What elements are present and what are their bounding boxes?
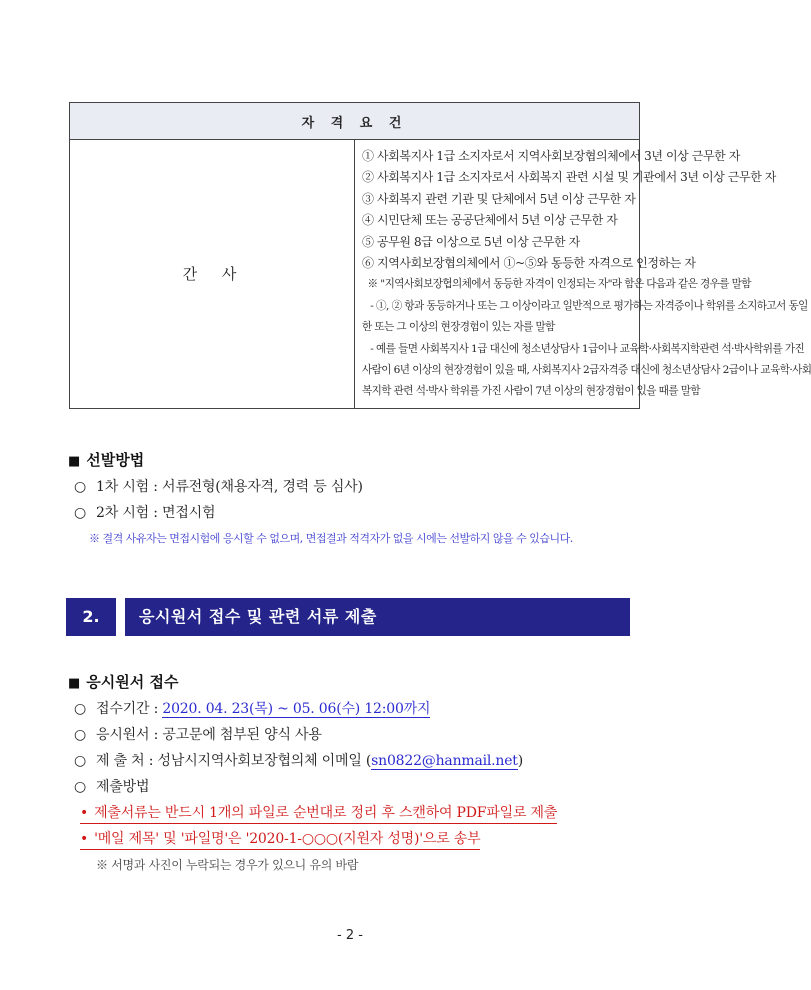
requirements-cell [355,140,811,409]
item-label: 응시원서 [96,727,150,743]
requirement-line: ① 사회복지사 1급 소지자로서 지역사회보장협의체에서 3년 이상 근무한 자 [362,149,740,163]
circle-bullet-icon: ○ [74,479,87,495]
place-value: 성남시지역사회보장협의체 이메일 ( [157,753,372,769]
qualification-table [69,102,811,409]
place-close: ) [517,753,524,769]
selection-note: ※ 결격 사유자는 면접시험에 응시할 수 없으며, 면접결과 적격자가 없을 시에는 선발하지 않을 수 있습니다. [89,532,573,545]
period-value: 2020. 04. 23(목) ~ 05. 06(수) 12:00까지 [162,701,431,717]
item-value: 면접시험 [162,505,216,521]
selection-item-2: ○ 2차 시험 : 면접시험 [74,502,215,522]
method-line-1 [80,802,557,824]
application-heading [68,671,178,692]
application-heading-text: 응시원서 접수 [86,673,179,691]
item-label: 접수기간 [96,701,150,717]
requirement-line: ⑥ 지역사회보장협의체에서 ①~⑤와 동등한 자격으로 인정하는 자 [362,256,696,271]
circle-bullet-icon: ○ [74,779,87,795]
requirement-line: ② 사회복지사 1급 소지자로서 사회복지 관련 시설 및 기관에서 3년 이상 근무한 자 [362,170,776,185]
requirement-note: 복지학 관련 석·박사 학위를 가진 사람이 7년 이상의 현장경험이 있을 때를 말함 [362,385,700,398]
selection-item-1: ○ 1차 시험 : 서류전형(채용자격, 경력 등 심사) [74,476,363,496]
category-cell: 간 사 [70,140,355,409]
method-text: '메일 제목' 및 '파일명'은 '2020-1-○○○(지원자 성명)'으로 송부 [94,831,481,847]
application-method [74,776,149,796]
item-label: 제 출 처 [96,753,145,769]
item-label: 2차 시험 [96,505,149,521]
application-note: ※ 서명과 사진이 누락되는 경우가 있으니 유의 바람 [96,858,359,872]
circle-bullet-icon: ○ [74,701,87,717]
section-title: 응시원서 접수 및 관련 서류 제출 [125,598,630,636]
bullet-icon: • [80,805,89,821]
requirement-note: 사람이 6년 이상의 현장경험이 있을 때, 사회복지사 2급자격증 대신에 청소년상담사 2급이나 교육학·사회 [362,364,811,377]
item-value: 서류전형(채용자격, 경력 등 심사) [162,479,363,495]
method-line-2 [80,828,480,850]
bullet-icon: • [80,831,89,847]
selection-heading-text: 선발방법 [86,451,145,469]
method-text: 제출서류는 반드시 1개의 파일로 순번대로 정리 후 스캔하여 PDF파일로 제출 [94,805,558,821]
requirement-note: - ①, ② 항과 동등하거나 또는 그 이상이라고 일반적으로 평가하는 자격증이나 학위를 소지하고서 동일 [362,299,808,312]
item-label: 1차 시험 [96,479,149,495]
requirement-note: ※ "지역사회보장협의체에서 동등한 자격이 인정되는 자"라 함은 다음과 같은 경우를 말함 [362,278,751,291]
circle-bullet-icon: ○ [74,727,87,743]
section-number: 2. [66,598,116,636]
circle-bullet-icon: ○ [74,505,87,521]
table-header: 자 격 요 건 [70,103,640,140]
requirement-line: ④ 시민단체 또는 공공단체에서 5년 이상 근무한 자 [362,213,618,228]
application-period: ○ 접수기간 : 2020. 04. 23(목) ~ 05. 06(수) 12:00까지 [74,701,431,717]
page-number: - 2 - [337,928,363,943]
requirement-line: ③ 사회복지 관련 기관 및 단체에서 5년 이상 근무한 자 [362,191,636,206]
email-link[interactable]: sn0822@hanmail.net [371,753,518,769]
application-form: ○ 응시원서 : 공고문에 첨부된 양식 사용 [74,727,322,743]
requirement-note: 한 또는 그 이상의 현장경험이 있는 자를 말함 [362,321,555,334]
requirement-line: ⑤ 공무원 8급 이상으로 5년 이상 근무한 자 [362,234,580,249]
square-bullet-icon: ■ [68,454,81,469]
application-place: ○ 제 출 처 : 성남시지역사회보장협의체 이메일 (sn0822@hanmail.net) [74,753,524,769]
item-label: 제출방법 [96,779,150,795]
circle-bullet-icon: ○ [74,753,87,769]
requirement-note: - 예를 들면 사회복지사 1급 대신에 청소년상담사 1급이나 교육학·사회복지학관련 석·박사학위를 가진 [362,342,805,355]
form-value: 공고문에 첨부된 양식 사용 [162,727,322,743]
selection-heading [68,449,144,470]
square-bullet-icon: ■ [68,676,81,691]
